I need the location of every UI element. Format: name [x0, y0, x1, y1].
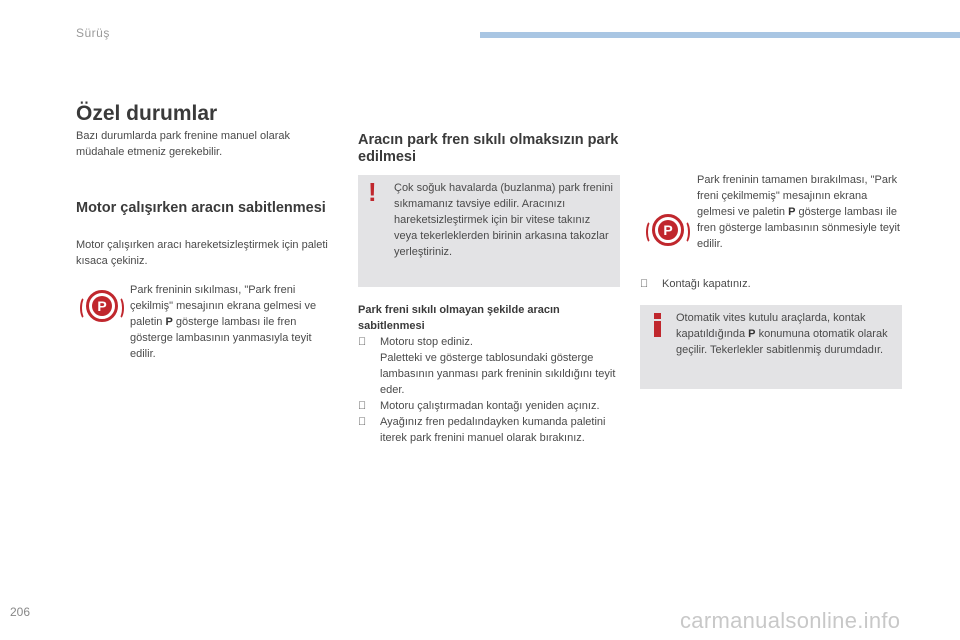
info-box [640, 305, 902, 389]
warning-text: Çok soğuk havalarda (buzlanma) park frenini sıkmamanız tavsiye edilir. Aracınızı hareketsizleştirmek için bir vitese takınız veya tekerleklerden birinin arkasına takozlar yerleştiriniz. [394, 182, 613, 258]
header-accent-bar [480, 32, 960, 38]
step-continuation [358, 350, 620, 398]
page-title: Özel durumlar [76, 102, 218, 125]
brake-applied-note-part1: Park freninin sıkılması, "Park freni çekilmiş" mesajının ekrana gelmesi ve paletin [130, 284, 317, 328]
info-text-bold: P [748, 328, 756, 340]
park-without-brake-heading: Aracın park fren sıkılı olmaksızın park edilmesi [358, 132, 619, 165]
page-number: 206 [10, 605, 31, 619]
info-icon [654, 313, 661, 337]
brake-released-note-part2: gösterge lambası ile fren gösterge lambasının sönmesiyle teyit edilir. [697, 206, 900, 250]
brake-applied-note-bold: P [165, 316, 173, 328]
intro-text: Bazı durumlarda park frenine manuel olarak müdahale etmeniz gerekebilir. [76, 130, 291, 158]
brake-released-note-bold: P [788, 206, 796, 218]
parking-brake-icon-letter: P [658, 220, 678, 240]
info-text-part2: konumuna otomatik olarak geçilir. Tekerlekler sabitlenmiş durumdadır. [676, 328, 888, 356]
bullet-icon [358, 414, 380, 446]
watermark: carmanualsonline.info [680, 608, 901, 633]
step-text: Motoru çalıştırmadan kontağı yeniden açınız. [380, 400, 600, 412]
parking-brake-icon [652, 214, 684, 246]
step-text: Paletteki ve gösterge tablosundaki gösterge lambasının yanması park freninin sıkıldığını teyit eder. [380, 352, 616, 396]
step-item [358, 334, 620, 350]
parking-brake-icon-letter: P [92, 296, 112, 316]
info-text [676, 310, 898, 358]
step-text: Kontağı kapatınız. [662, 278, 751, 290]
step-text: Motoru stop ediniz. [380, 336, 473, 348]
brake-applied-note-part2: gösterge lambası ile fren gösterge lambasının yanmasıyla teyit edilir. [130, 316, 312, 360]
step-item [640, 276, 902, 292]
info-text-part1: Otomatik vites kutulu araçlarda, kontak kapatıldığında [676, 312, 866, 340]
bullet-icon [358, 398, 380, 414]
section-label: Sürüş [76, 26, 110, 40]
brake-released-note [697, 172, 907, 252]
step-item [358, 414, 620, 446]
brake-applied-note [130, 282, 338, 362]
engine-running-text: Motor çalışırken aracı hareketsizleştirmek için paleti kısaca çekiniz. [76, 239, 328, 267]
engine-running-heading: Motor çalışırken aracın sabitlenmesi [76, 200, 326, 216]
bullet-icon [358, 334, 380, 350]
procedure-subheading: Park freni sıkılı olmayan şekilde aracın sabitlenmesi [358, 304, 560, 332]
procedure-steps [358, 334, 620, 446]
brake-released-note-part1: Park freninin tamamen bırakılması, "Park freni çekilmemiş" mesajının ekrana gelmesi ve paletin [697, 174, 898, 218]
bullet-icon [640, 276, 662, 292]
step-item [358, 398, 620, 414]
step-text: Ayağınız fren pedalındayken kumanda paletini iterek park frenini manuel olarak bırakınız. [380, 416, 606, 444]
warning-exclamation-icon: ! [368, 177, 377, 207]
warning-box [358, 175, 620, 287]
parking-brake-icon [86, 290, 118, 322]
